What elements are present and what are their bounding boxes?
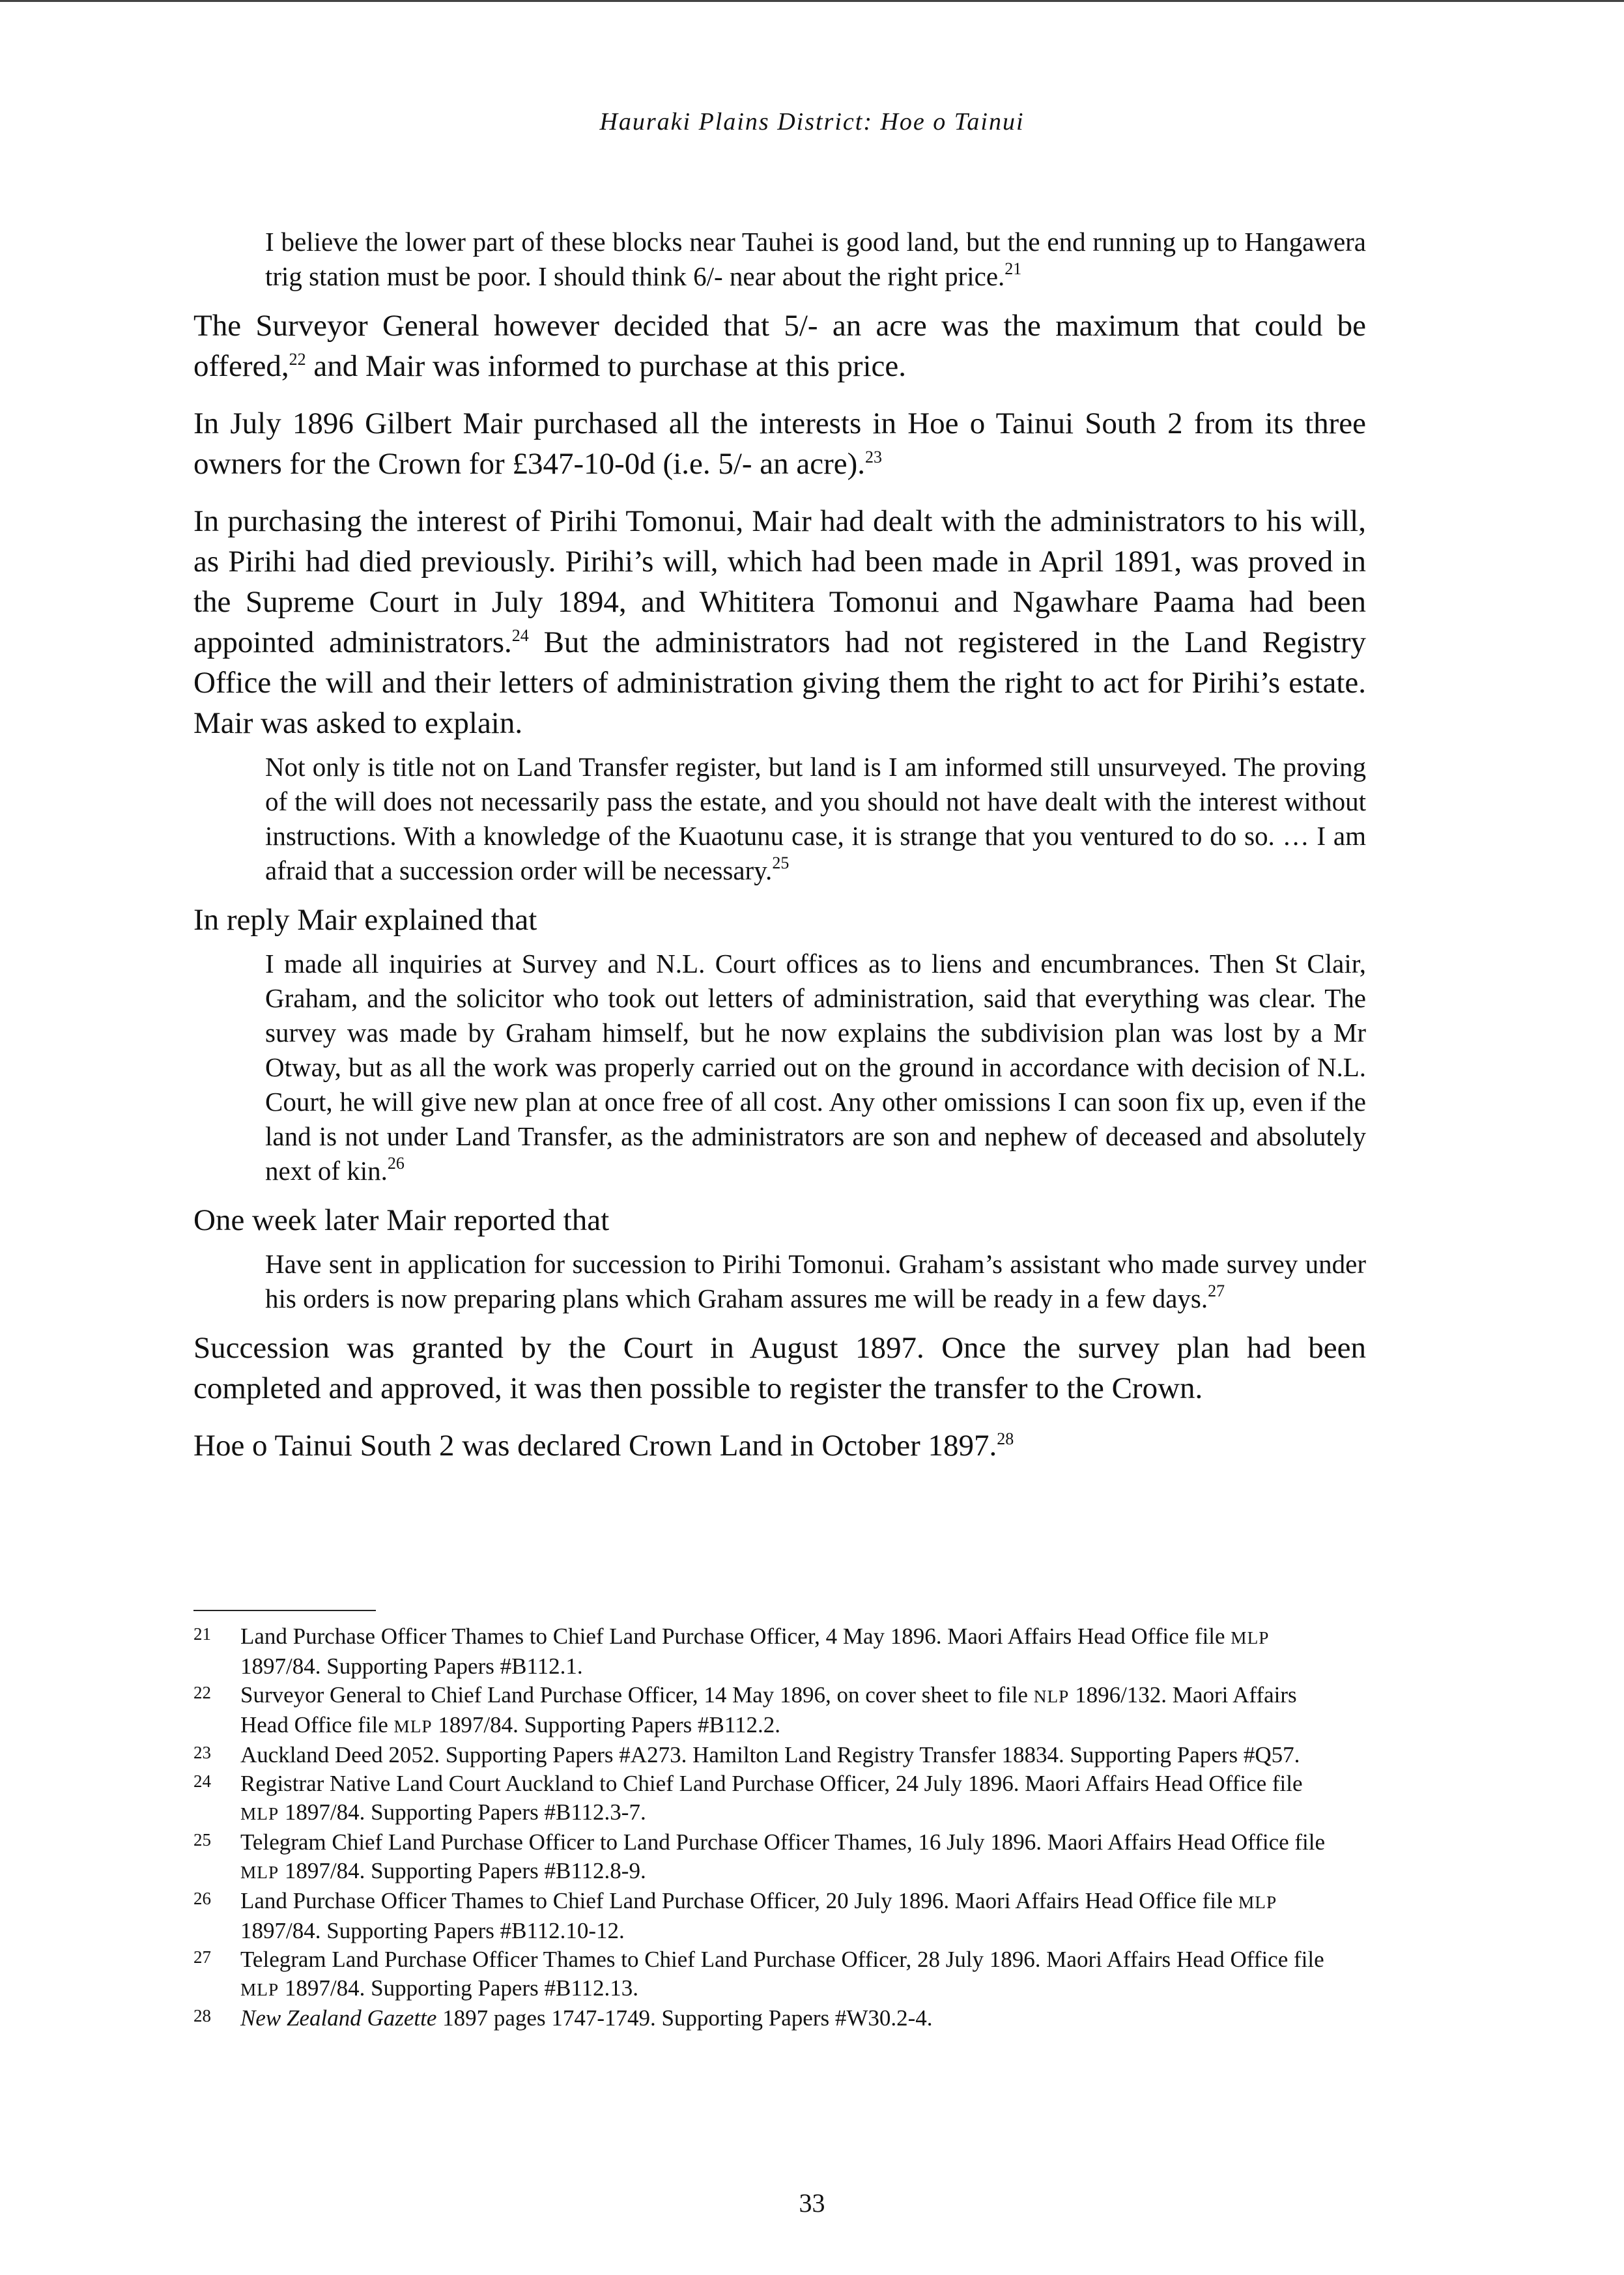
quote-text: I made all inquiries at Survey and N.L. Court offices as to liens and encumbrances. Then St Clair, Graham, and the solicitor who took out letters of administration, said that everything was clear. The survey was made by Graham himself, but he now explains the subdivision plan was lost by a Mr Otway, but as all the work was properly carried out on the ground in accordance with decision of N.L. Court, he will give new plan at once free of all cost. Any other omissions I can soon fix up, even if the land is not under Land Transfer, as the administrators are son and nephew of deceased and absolutely next of kin.: [265, 949, 1366, 1186]
footnote-text: [240, 1887, 1340, 1945]
footnote: [193, 1945, 1340, 2004]
paragraph-text: In July 1896 Gilbert Mair purchased all the interests in Hoe o Tainui South 2 from its three owners for the Crown for £347-10-0d (i.e. 5/- an acre).: [193, 407, 1366, 481]
footnote-text-part: MLP: [240, 1863, 279, 1882]
footnote: [193, 1769, 1340, 1828]
footnote: [193, 1622, 1340, 1681]
footnote-number: 26: [193, 1889, 211, 1908]
paragraph: [193, 306, 1366, 386]
footnote-marker: 24: [511, 626, 529, 645]
footnote-text-part: Land Purchase Officer Thames to Chief Land Purchase Officer, 20 July 1896. Maori Affairs Head Office file: [240, 1888, 1238, 1913]
footnote-marker: 22: [289, 350, 306, 369]
footnote-number: 27: [193, 1947, 211, 1967]
footnote-text-part: New Zealand Gazette: [240, 2005, 437, 2031]
quote-text: Not only is title not on Land Transfer register, but land is I am informed still unsurveyed. The proving of the will does not necessarily pass the estate, and you should not have dealt with the interest without instructions. With a knowledge of the Kuaotunu case, it is strange that you ventured to do so. … I am afraid that a succession order will be necessary.: [265, 752, 1366, 885]
footnote-text: [240, 1769, 1340, 1828]
footnote-text: [240, 1622, 1340, 1681]
footnote-text-part: 1897/84. Supporting Papers #B112.2.: [432, 1712, 781, 1738]
block-quote: [265, 1247, 1366, 1316]
footnote-text: [240, 1828, 1340, 1887]
running-header: Hauraki Plains District: Hoe o Tainui: [599, 108, 1025, 136]
paragraph: [193, 403, 1366, 484]
footnote-text-part: 1897/84. Supporting Papers #B112.10-12.: [240, 1918, 625, 1943]
paragraph-text: The Surveyor General however decided that 5/- an acre was the maximum that could be offered,: [193, 309, 1366, 383]
footnote-text: [240, 1945, 1340, 2004]
footnote-text-part: Land Purchase Officer Thames to Chief Land Purchase Officer, 4 May 1896. Maori Affairs Head Office file: [240, 1624, 1231, 1649]
footnote-text: [240, 1741, 1340, 1769]
paragraph-text: Hoe o Tainui South 2 was declared Crown Land in October 1897.: [193, 1429, 997, 1463]
paragraph: [193, 501, 1366, 743]
footnote-number: 28: [193, 2006, 211, 2025]
block-quote: [265, 947, 1366, 1188]
paragraph-text: But the administrators had not registered in the Land Registry Office the will and their letters of administration giving them the right to act for Pirihi’s estate. Mair was asked to explain.: [193, 625, 1366, 740]
quote-text: Have sent in application for succession to Pirihi Tomonui. Graham’s assistant who made survey under his orders is now preparing plans which Graham assures me will be ready in a few days.: [265, 1249, 1366, 1313]
footnote-text-part: 1897/84. Supporting Papers #B112.1.: [240, 1653, 583, 1679]
paragraph-text: One week later Mair reported that: [193, 1203, 610, 1237]
footnote-text-part: MLP: [393, 1717, 433, 1736]
footnote-text-part: Telegram Chief Land Purchase Officer to Land Purchase Officer Thames, 16 July 1896. Maori Affairs Head Office file: [240, 1829, 1326, 1855]
paragraph-text: In reply Mair explained that: [193, 903, 537, 937]
paragraph-text: In purchasing the interest of Pirihi Tomonui, Mair had dealt with the administrators to his will, as Pirihi had died previously. Pirihi’s will, which had been made in April 1891, was proved in the Supreme Court in July 1894, and Whititera Tomonui and Ngawhare Paama had been appointed administrators.: [193, 504, 1366, 659]
footnote-number: 21: [193, 1624, 211, 1644]
footnote-marker: 27: [1208, 1281, 1225, 1300]
footnote: [193, 1681, 1340, 1741]
footnote-marker: 23: [865, 448, 883, 466]
footnote-text-part: MLP: [1238, 1893, 1277, 1912]
footnote-text-part: 1897 pages 1747-1749. Supporting Papers #W30.2-4.: [436, 2005, 933, 2031]
footnote-text-part: MLP: [1231, 1628, 1270, 1648]
footnote-marker: 28: [997, 1429, 1014, 1448]
footnote: [193, 1828, 1340, 1887]
footnote: [193, 1887, 1340, 1945]
footnote-marker: 25: [772, 853, 790, 872]
footnote-text: [240, 1681, 1340, 1741]
footnote-text-part: Telegram Land Purchase Officer Thames to Chief Land Purchase Officer, 28 July 1896. Maori Affairs Head Office file: [240, 1947, 1324, 1972]
footnote-text-part: NLP: [1033, 1687, 1070, 1706]
footnote-text-part: Surveyor General to Chief Land Purchase Officer, 14 May 1896, on cover sheet to file: [240, 1682, 1034, 1708]
paragraph-text: and Mair was informed to purchase at this price.: [306, 349, 907, 383]
footnote-divider: [193, 1610, 376, 1611]
footnote: [193, 1741, 1340, 1769]
footnote-text-part: Registrar Native Land Court Auckland to Chief Land Purchase Officer, 24 July 1896. Maori Affairs Head Office file: [240, 1771, 1303, 1796]
top-border-line: [0, 0, 1624, 2]
footnote: [193, 2004, 1340, 2033]
footnote-text-part: 1897/84. Supporting Papers #B112.13.: [279, 1975, 639, 2001]
quote-text: I believe the lower part of these blocks near Tauhei is good land, but the end running up to Hangawera trig station must be poor. I should think 6/- near about the right price.: [265, 227, 1366, 291]
footnote-number: 23: [193, 1743, 211, 1762]
footnote-text-part: 1897/84. Supporting Papers #B112.3-7.: [279, 1799, 646, 1825]
body-text: [193, 225, 1366, 1483]
footnotes: [193, 1622, 1340, 2033]
page-number: 33: [799, 2188, 825, 2218]
footnote-text-part: Auckland Deed 2052. Supporting Papers #A273. Hamilton Land Registry Transfer 18834. Supporting Papers #Q57.: [240, 1742, 1300, 1767]
paragraph: [193, 1425, 1366, 1466]
paragraph: [193, 900, 1366, 940]
footnote-text-part: 1897/84. Supporting Papers #B112.8-9.: [279, 1858, 646, 1883]
paragraph: [193, 1200, 1366, 1240]
block-quote: [265, 750, 1366, 888]
block-quote: [265, 225, 1366, 294]
footnote-text: [240, 2004, 1340, 2033]
footnote-number: 25: [193, 1830, 211, 1850]
footnote-number: 24: [193, 1771, 211, 1791]
footnote-marker: 21: [1004, 259, 1022, 278]
paragraph: [193, 1328, 1366, 1409]
footnote-text-part: MLP: [240, 1804, 279, 1824]
footnote-marker: 26: [387, 1154, 405, 1173]
footnote-text-part: MLP: [240, 1980, 279, 1999]
footnote-number: 22: [193, 1683, 211, 1702]
footnote-text-part: 1896/132. Maori Affairs Head Office file: [240, 1682, 1297, 1738]
paragraph-text: Succession was granted by the Court in August 1897. Once the survey plan had been completed and approved, it was then possible to register the transfer to the Crown.: [193, 1331, 1366, 1405]
